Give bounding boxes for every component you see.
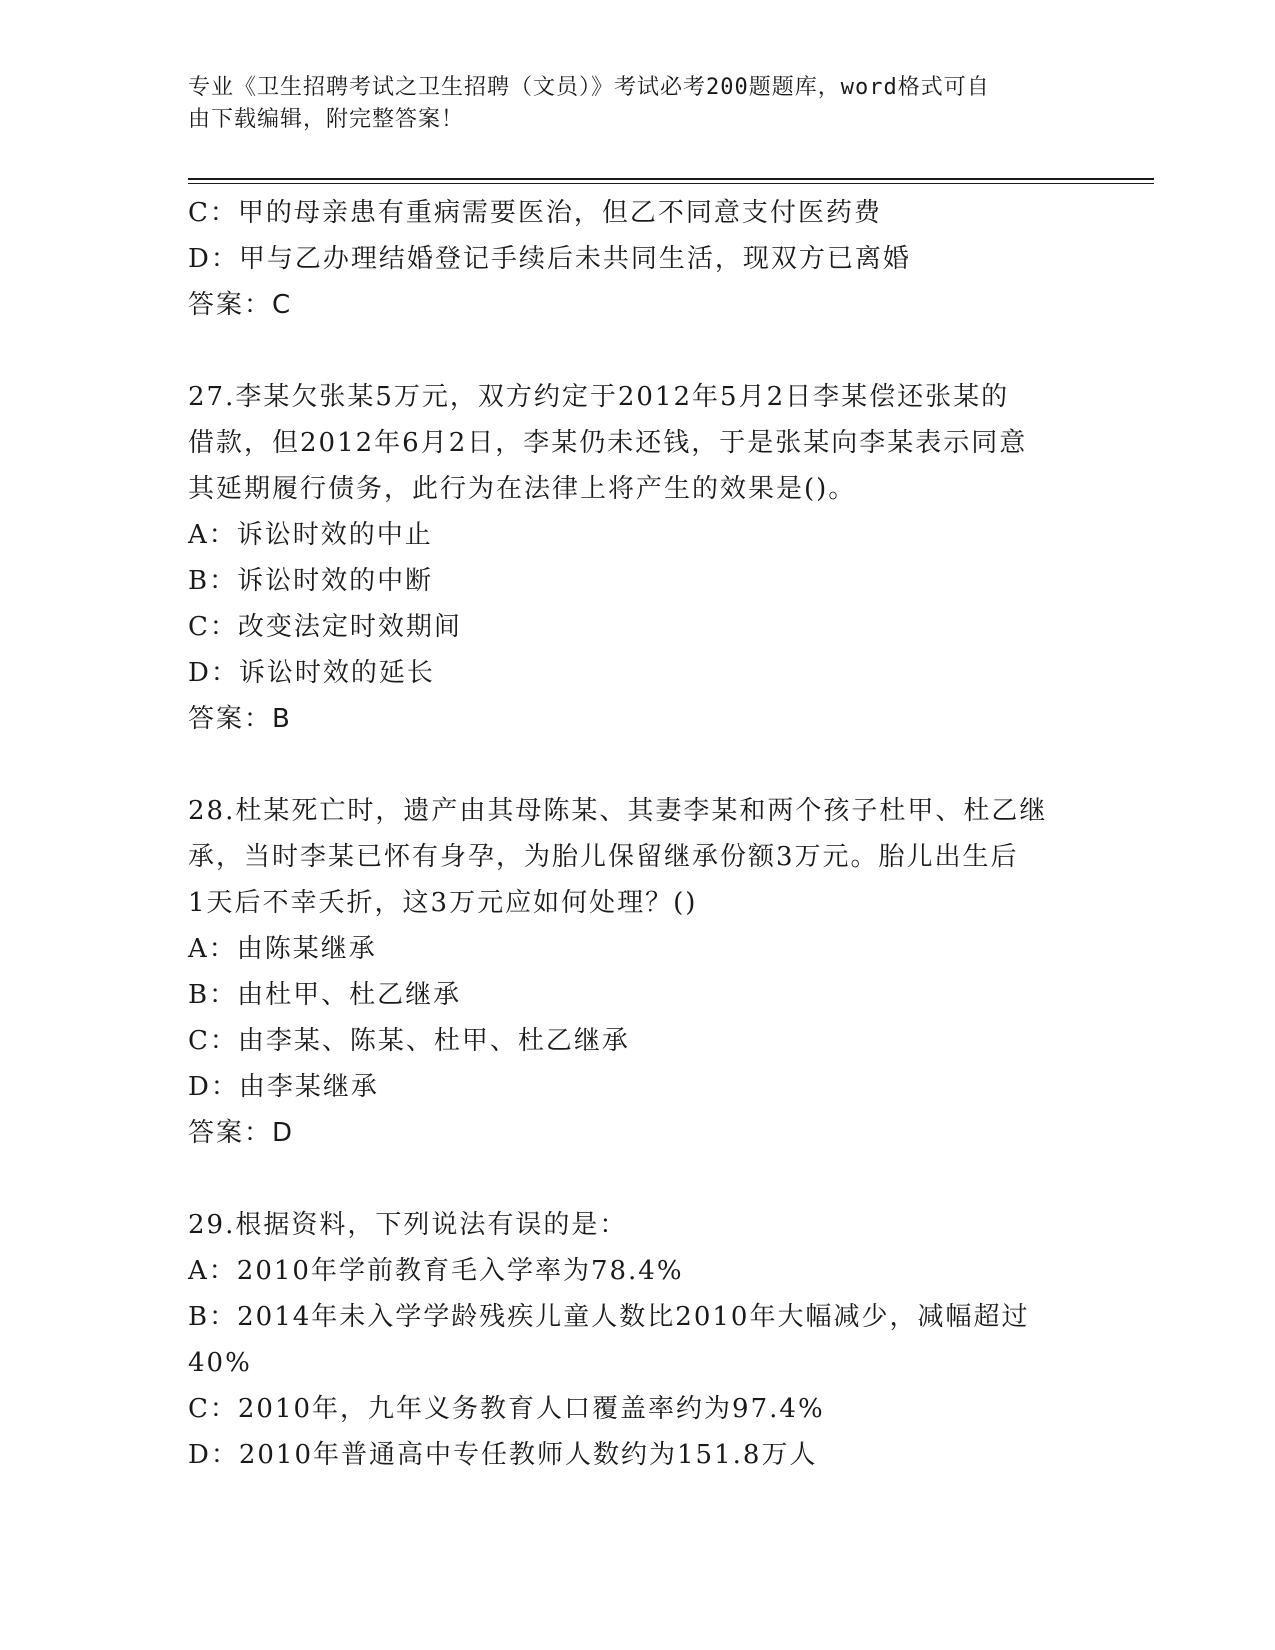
option-c: C：由李某、陈某、杜甲、杜乙继承	[188, 1026, 630, 1056]
question-29	[188, 1202, 1088, 1478]
spacer	[188, 328, 1088, 374]
option-a: A：2010年学前教育毛入学率为78.4%	[188, 1256, 684, 1286]
option-b-continuation: 40%	[188, 1348, 252, 1378]
option-d: D：甲与乙办理结婚登记手续后未共同生活，现双方已离婚	[188, 244, 911, 274]
header-divider-thin	[188, 183, 1154, 184]
question-text-line: 29.根据资料，下列说法有误的是：	[188, 1210, 628, 1240]
question-text-line: 28.杜某死亡时，遗产由其母陈某、其妻李某和两个孩子杜甲、杜乙继	[188, 796, 1048, 826]
question-text-line: 27.李某欠张某5万元，双方约定于2012年5月2日李某偿还张某的	[188, 382, 1010, 412]
option-b: B：诉讼时效的中断	[188, 566, 434, 596]
question-text-line: 承，当时李某已怀有身孕，为胎儿保留继承份额3万元。胎儿出生后	[188, 842, 1019, 872]
option-a: A：诉讼时效的中止	[188, 520, 433, 550]
header-line-2: 由下载编辑，附完整答案！	[188, 107, 465, 132]
option-b: B：由杜甲、杜乙继承	[188, 980, 462, 1010]
header-line-1: 专业《卫生招聘考试之卫生招聘（文员）》考试必考200题题库，word格式可自	[188, 75, 990, 100]
document-header	[188, 72, 1068, 136]
question-26-tail	[188, 190, 1088, 328]
question-text-line: 其延期履行债务，此行为在法律上将产生的效果是()。	[188, 474, 857, 504]
question-text-line: 1天后不幸夭折，这3万元应如何处理？()	[188, 888, 698, 918]
option-c: C：2010年，九年义务教育人口覆盖率约为97.4%	[188, 1394, 825, 1424]
header-divider-thick	[188, 178, 1154, 180]
option-d: D：由李某继承	[188, 1072, 379, 1102]
option-c: C：改变法定时效期间	[188, 612, 462, 642]
question-text-line: 借款，但2012年6月2日，李某仍未还钱，于是张某向李某表示同意	[188, 428, 1028, 458]
option-b: B：2014年未入学学龄残疾儿童人数比2010年大幅减少，减幅超过	[188, 1302, 1030, 1332]
option-c: C：甲的母亲患有重病需要医治，但乙不同意支付医药费	[188, 198, 882, 228]
option-d: D：2010年普通高中专任教师人数约为151.8万人	[188, 1440, 818, 1470]
spacer	[188, 1156, 1088, 1202]
answer-line: 答案：C	[188, 290, 293, 320]
answer-line: 答案：B	[188, 704, 292, 734]
spacer	[188, 742, 1088, 788]
answer-line: 答案：D	[188, 1118, 295, 1148]
document-body	[188, 190, 1088, 1478]
question-28	[188, 788, 1088, 1156]
option-d: D：诉讼时效的延长	[188, 658, 435, 688]
option-a: A：由陈某继承	[188, 934, 377, 964]
question-27	[188, 374, 1088, 742]
